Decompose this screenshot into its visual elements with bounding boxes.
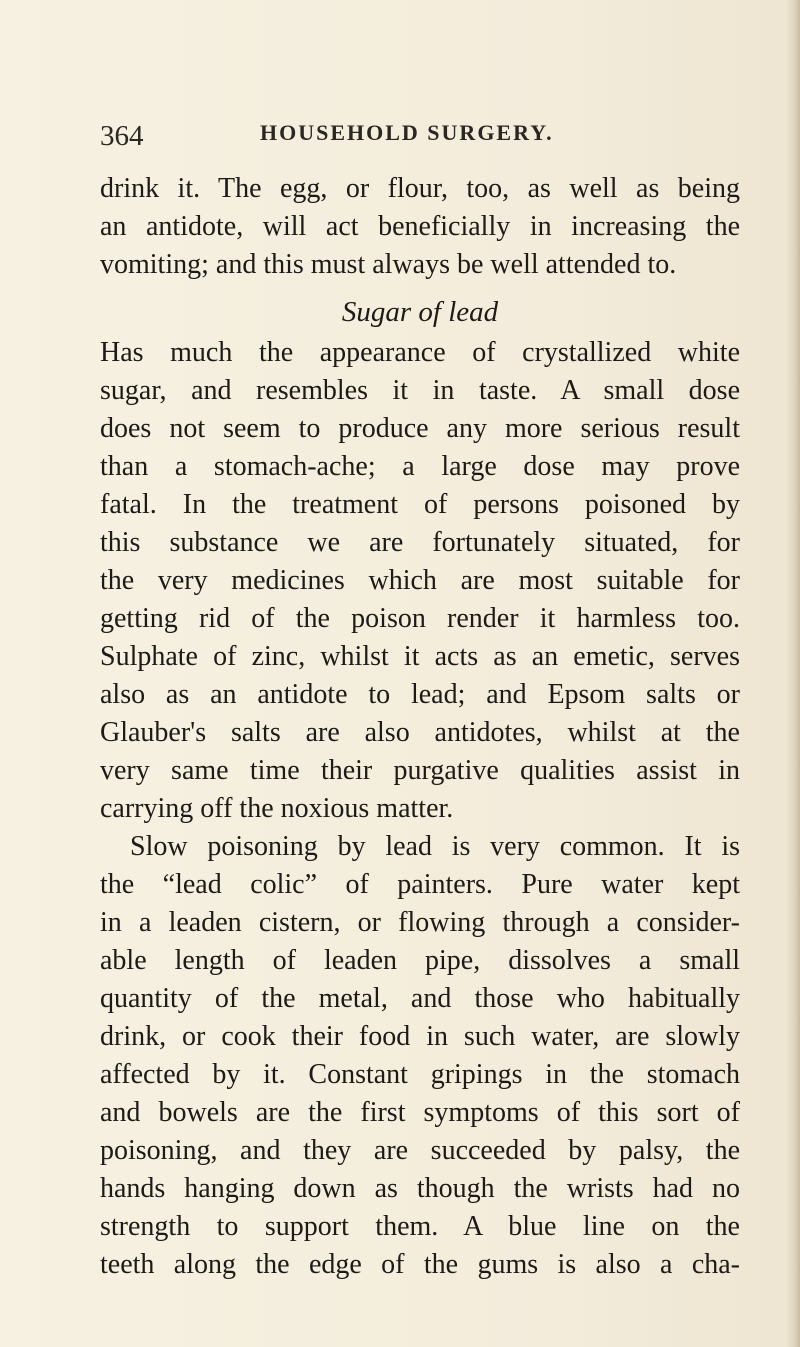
page-edge-shadow	[786, 0, 800, 1347]
text-line: sugar, and resembles it in taste. A small dose	[100, 375, 740, 406]
text-line: teeth along the edge of the gums is also a cha-	[100, 1249, 740, 1280]
text-line: Sulphate of zinc, whilst it acts as an emetic, serves	[100, 641, 740, 672]
text-line: very same time their purgative qualities assist in	[100, 755, 740, 786]
body-text	[100, 170, 740, 1284]
section-heading: Sugar of lead	[341, 296, 499, 328]
text-line: this substance we are fortunately situated, for	[100, 527, 740, 558]
text-line: vomiting; and this must always be well attended to.	[100, 249, 677, 280]
text-line: drink, or cook their food in such water, are slowly	[100, 1021, 740, 1052]
text-line: able length of leaden pipe, dissolves a small	[100, 945, 740, 976]
running-title: HOUSEHOLD SURGERY.	[260, 120, 554, 145]
text-line: in a leaden cistern, or flowing through a consider-	[100, 907, 740, 938]
text-line: poisoning, and they are succeeded by palsy, the	[100, 1135, 740, 1166]
paragraph-3	[100, 828, 740, 1284]
text-line: carrying off the noxious matter.	[100, 793, 454, 824]
text-line: quantity of the metal, and those who habitually	[100, 983, 740, 1014]
text-line: Slow poisoning by lead is very common. It is	[130, 831, 740, 862]
text-line: drink it. The egg, or flour, too, as well as being	[100, 173, 740, 204]
text-line: strength to support them. A blue line on the	[100, 1211, 740, 1242]
text-line: and bowels are the first symptoms of this sort of	[100, 1097, 740, 1128]
text-line: hands hanging down as though the wrists had no	[100, 1173, 740, 1204]
text-line: also as an antidote to lead; and Epsom salts or	[100, 679, 740, 710]
text-line: Glauber's salts are also antidotes, whilst at the	[100, 717, 740, 748]
text-line: does not seem to produce any more serious result	[100, 413, 740, 444]
paragraph-2	[100, 334, 740, 828]
text-line: affected by it. Constant gripings in the stomach	[100, 1059, 740, 1090]
text-line: the very medicines which are most suitable for	[100, 565, 740, 596]
text-line: fatal. In the treatment of persons poisoned by	[100, 489, 740, 520]
page-number: 364	[100, 120, 144, 152]
text-line: the “lead colic” of painters. Pure water kept	[100, 869, 740, 900]
text-line: Has much the appearance of crystallized white	[100, 337, 740, 368]
paragraph-1	[100, 170, 740, 284]
text-line: getting rid of the poison render it harmless too.	[100, 603, 740, 634]
text-line: an antidote, will act beneficially in increasing the	[100, 211, 740, 242]
text-line: than a stomach-ache; a large dose may prove	[100, 451, 740, 482]
